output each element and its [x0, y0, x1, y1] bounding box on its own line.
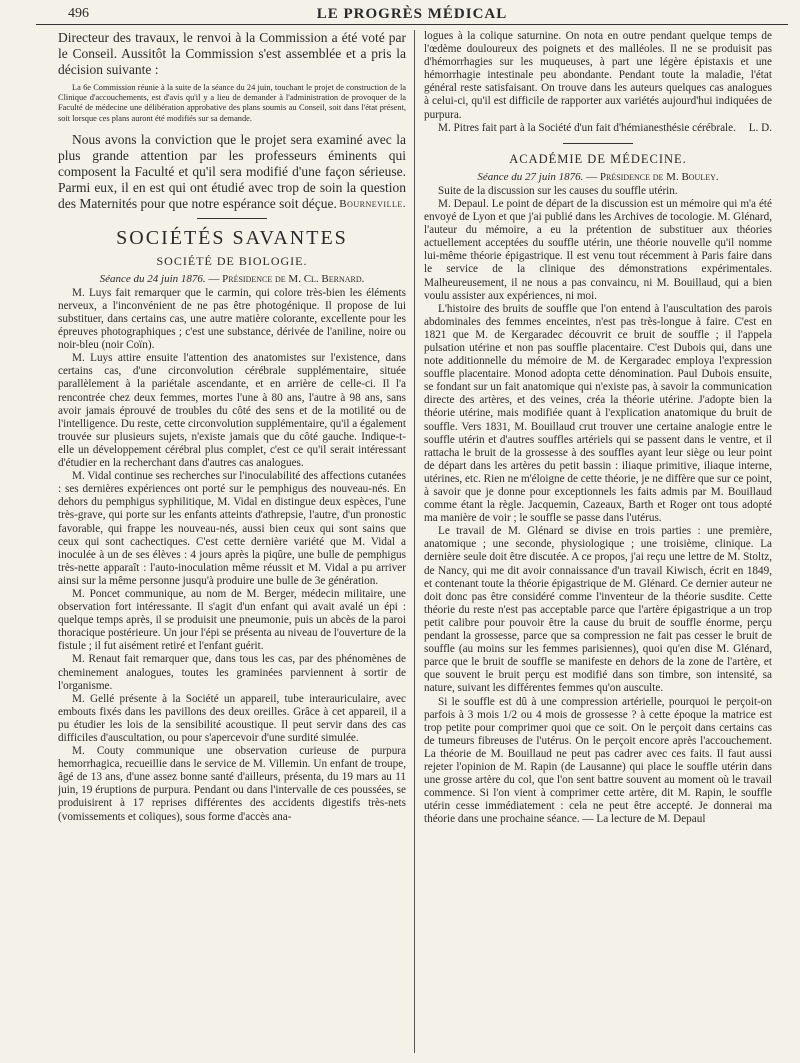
paragraph-history: L'histoire des bruits de souffle que l'on entend à l'auscultation des parois abdominales des femmes enceintes, n'est pas très-longue à faire. C'est en 1821 que M. de Kergaradec découvrit ce bruit de souffle ; il l'appela pulsation utérine et non pas souffle placentaire. C'est Dubois qui, dans une note additionnelle du mémoire de M. de Kergaradec employa l'expression souffle placentaire. Monod adopta cette dénomination. Paul Dubois ensuite, se fondant sur un fait anatomique qui n'existe pas, à savoir la communication directe des artères, et des veines, créa la théorie utérine. J'adopte bien la théorie utérine, mais modifiée quant à l'explication anatomique du bruit de souffle. Vers 1831, M. Bouillaud crut trouver une certaine analogie entre le souffle utérin et d'autres souffles artériels qui se passent dans le ventre, et il rattacha le bruit de la grossesse à des souffles ayant leur siège ou leur point de départ dans les artères du petit bassin : iliaque primitive, iliaque interne, utérines, etc. Rien ne m'éloigne de cette théorie, je ne diffère que sur ce point, à savoir que je donne pour exceptionnels les faits admis par M. Bouillaud comme étant la règle. Jacquemin, Cazeaux, Barth et Roger ont tous adopté ma manière de voir ; le souffle se passe dans l'utérus.: [424, 302, 772, 525]
paragraph-renaut: M. Renaut fait remarquer que, dans tous les cas, par des phénomènes de cheminement analogues, toutes les graminées parviennent à sortir de l'organisme.: [58, 653, 406, 692]
page-header: [38, 6, 786, 24]
signature-bourneville: Bourneville.: [339, 197, 406, 210]
section-title: SOCIÉTÉS SAVANTES: [116, 226, 348, 249]
seance-date: Séance du 24 juin 1876.: [99, 272, 206, 285]
academy-title: ACADÉMIE DE MÉDECINE.: [509, 151, 687, 166]
page-number: 496: [68, 6, 89, 21]
running-title: LE PROGRÈS MÉDICAL: [316, 6, 508, 22]
signature-ld: L. D.: [748, 121, 772, 134]
left-column: [58, 30, 406, 824]
academy-seance-presidency: — Présidence de M. Bouley.: [586, 170, 719, 183]
right-column: [424, 30, 772, 826]
paragraph-luys-circonvolution: M. Luys attire ensuite l'attention des anatomistes sur l'existence, dans certains cas, d'une circonvolution cérébrale supplémentaire, située parallèlement à la pariétale ascendante, et en arrière de celle-ci. Il l'a rencontrée chez deux femmes, mortes l'une à 80 ans, l'autre à 98 ans, sans avoir jamais éprouvé de troubles du côté des sens et de la motilité ou de l'intelligence. Du reste, cette circonvolution supplémentaire, qu'il a également trouvée sur plusieurs sujets, n'existe jamais que du côté gauche. Indique-t-elle un développement cérébral plus complet, c'est ce qu'il serait intéressant d'étudier en la recherchant dans d'autres cas analogues.: [58, 352, 406, 470]
commission-resolution: La 6e Commission réunie à la suite de la séance du 24 juin, touchant le projet de construction de la Clinique d'accouchements, est d'avis qu'il y a lieu de demander à l'administration de provoquer de la Faculté de médecine une délibération approbative des plans soumis au Conseil, soit dans l'état présent, soit lorsque ces plans auront été modifiés sur sa demande.: [58, 83, 406, 123]
pitres-block: [424, 122, 772, 135]
header-rule: [36, 24, 788, 25]
paragraph-poncet: M. Poncet communique, au nom de M. Berger, médecin militaire, une observation fort intéressante. Il s'agit d'un enfant qui avait avalé un épi : quelque temps après, il se produisit une pneumonie, puis un abcès de la paroi thoracique postérieure. Un jour l'épi se présenta au niveau de l'ouverture de la fistule ; il fut aisément retiré et l'enfant guérit.: [58, 587, 406, 653]
paragraph-vidal: M. Vidal continue ses recherches sur l'inoculabilité des affections cutanées : ses dernières expériences ont porté sur le pemphigus des nouveau-nés. En dehors du pemphigus syphilitique, M. Vidal en distingue deux espèces, l'une très-grave, qui porte sur les enfants atteints d'athrepsie, l'autre, d'un pronostic favorable, qui frappe les nouveau-nés, aussi bien ceux qui sont sains que ceux qui sont cachectiques. C'est cette dernière variété que M. Vidal a inoculée à un de ses élèves : 4 jours après la piqûre, une bulle de pemphigus très-nette apparaît : l'auto-inoculation même réussit et M. Vidal a pu arriver ainsi sur la même personne jusqu'à produire une bulle de 3e génération.: [58, 470, 406, 587]
academy-seance-date: Séance du 27 juin 1876.: [477, 170, 584, 183]
academy-seance-line: [424, 171, 772, 183]
seance-line: [58, 273, 406, 285]
column-divider: [414, 30, 415, 1053]
section-rule: [197, 218, 267, 219]
society-title: SOCIÉTÉ DE BIOLOGIE.: [156, 253, 308, 268]
paragraph-glenard: Le travail de M. Glénard se divise en trois parties : une première, anatomique ; une seconde, physiologique ; une troisième, clinique. La dernière seule doit être discutée. A ce propos, j'ai reçu une lettre de M. Stoltz, de Nancy, qui me dit avoir connaissance d'un travail Kiwisch, écrit en 1849, et contenant toute la théorie épigastrique de M. Glénard. Ce dernier auteur ne doit donc pas être considéré comme l'inventeur de la théorie susdite. Cette théorie du reste n'est pas acceptable parce que l'artère épigastrique a un trop petit calibre pour pouvoir être la cause du bruit de souffle énorme, perçu pendant la grossesse, parce que sa compression ne fait pas cesser le bruit de souffle (au moins sur les femmes parisiennes), quoi qu'en dise M. Glénard, parce que le bruit de souffle se manifeste en dehors de la zone de l'artère, et que souvent le bruit perçu est modifié dans son timbre, son intensité, sa nature, suivant les différentes femmes qu'on ausculte.: [424, 525, 772, 695]
academy-rule: [563, 143, 633, 144]
seance-presidency: — Présidence de M. Cl. Bernard.: [208, 272, 365, 285]
paragraph-luys-carmin: M. Luys fait remarquer que le carmin, qui colore très-bien les éléments nerveux, a l'inconvénient de ne pas être photogénique. Il propose de lui substituer, dans certains cas, une autre matière colorante, excellente pour les épreuves photographiques ; c'est une substance, dérivée de l'aniline, noire ou noir-bleu (noir Coïn).: [58, 286, 406, 352]
paragraph-compression: Si le souffle est dû à une compression artérielle, pourquoi le perçoit-on parfois à 3 mois 1/2 ou 4 mois de grossesse ? à cette époque la matrice est trop petite pour comprimer quoi que ce soit. On le perçoit dans certains cas de tumeurs fibreuses de l'utérus. On le perçoit encore après l'accouchement. La théorie de M. Bouillaud ne peut pas cadrer avec ces faits. Il faut aussi rejeter l'opinion de M. Rapin (de Lausanne) qui place le souffle utérin dans une grosse artère du col, que l'on sent battre souvent au moment où le travail commence. Si l'on vient à comprimer cette artère, dit M. Rapin, le souffle utérin cesse immédiatement : cela ne peut être accepté. Je donnerai ma théorie dans une prochaine séance. — La lecture de M. Depaul: [424, 695, 772, 826]
paragraph-couty: M. Couty communique une observation curieuse de purpura hemorrhagica, recueillie dans le service de M. Villemin. Un enfant de troupe, âgé de 13 ans, d'une assez bonne santé d'ailleurs, présenta, du 19 mars au 11 juin, 19 éruptions de purpura. Pendant ou dans l'intervalle de ces poussées, se produisirent à 17 reprises différentes des accidents digestifs très-nets (vomissements et coliques), sous forme d'accès ana-: [58, 745, 406, 823]
paragraph-gelle: M. Gellé présente à la Société un appareil, tube interauriculaire, avec embouts fixés dans les pavillons des deux oreilles. Grâce à cet appareil, il a pu étudier les lois de la sensibilité acoustique. Il peut servir dans des cas difficiles d'auscultation, ou pour s'apercevoir d'une surdité simulée.: [58, 692, 406, 744]
conviction-paragraph: Nous avons la conviction que le projet sera examiné avec la plus grande attention par les professeurs éminents qui composent la Faculté et qu'il sera modifié d'une façon sérieuse. Parmi eux, il en est qui ont étudié avec trop de soin la question des Maternités pour que notre espérance soit déçue.: [58, 131, 406, 211]
paragraph-pitres: M. Pitres fait part à la Société d'un fait d'hémianesthésie cérébrale.: [438, 121, 736, 134]
paragraph-discussion: Suite de la discussion sur les causes du souffle utérin.: [438, 184, 678, 197]
paragraph-depaul-intro: M. Depaul. Le point de départ de la discussion est un mémoire qui m'a été envoyé de Lyon et que j'ai publié dans les Archives de tocologie. M. Glénard, l'auteur du mémoire, a eu la prétention de substituer aux théories actuellement acceptées du souffle utérin, une théorie nouvelle qu'il nomme lui-même théorie épigastrique. Il est venu tout récemment à Paris faire dans le service de la clinique des démonstrations expérimentales. Malheureusement, il ne nous a pas convaincu, ni M. Bouillaud, qui a bien voulu assister aux expériences, ni moi.: [424, 197, 772, 302]
purpura-continuation: logues à la colique saturnine. On nota en outre pendant quelque temps de l'œdème douloureux des poignets et des malléoles. Il ne se produisit pas d'hémorrhagies sur les muqueuses, à part une légère épistaxis et une hémorrhagie intestinale peu abondante. Pendant toute la maladie, l'état général reste satisfaisant. On trouve dans les auteurs quelques cas analogues à celui-ci, qu'il est difficile de rapporter aux variétés aujourd'hui indiquées de purpura.: [424, 30, 772, 121]
intro-paragraph: Directeur des travaux, le renvoi à la Commission a été voté par le Conseil. Aussitôt la Commission s'est assemblée et a pris la décision suivante :: [58, 30, 406, 77]
